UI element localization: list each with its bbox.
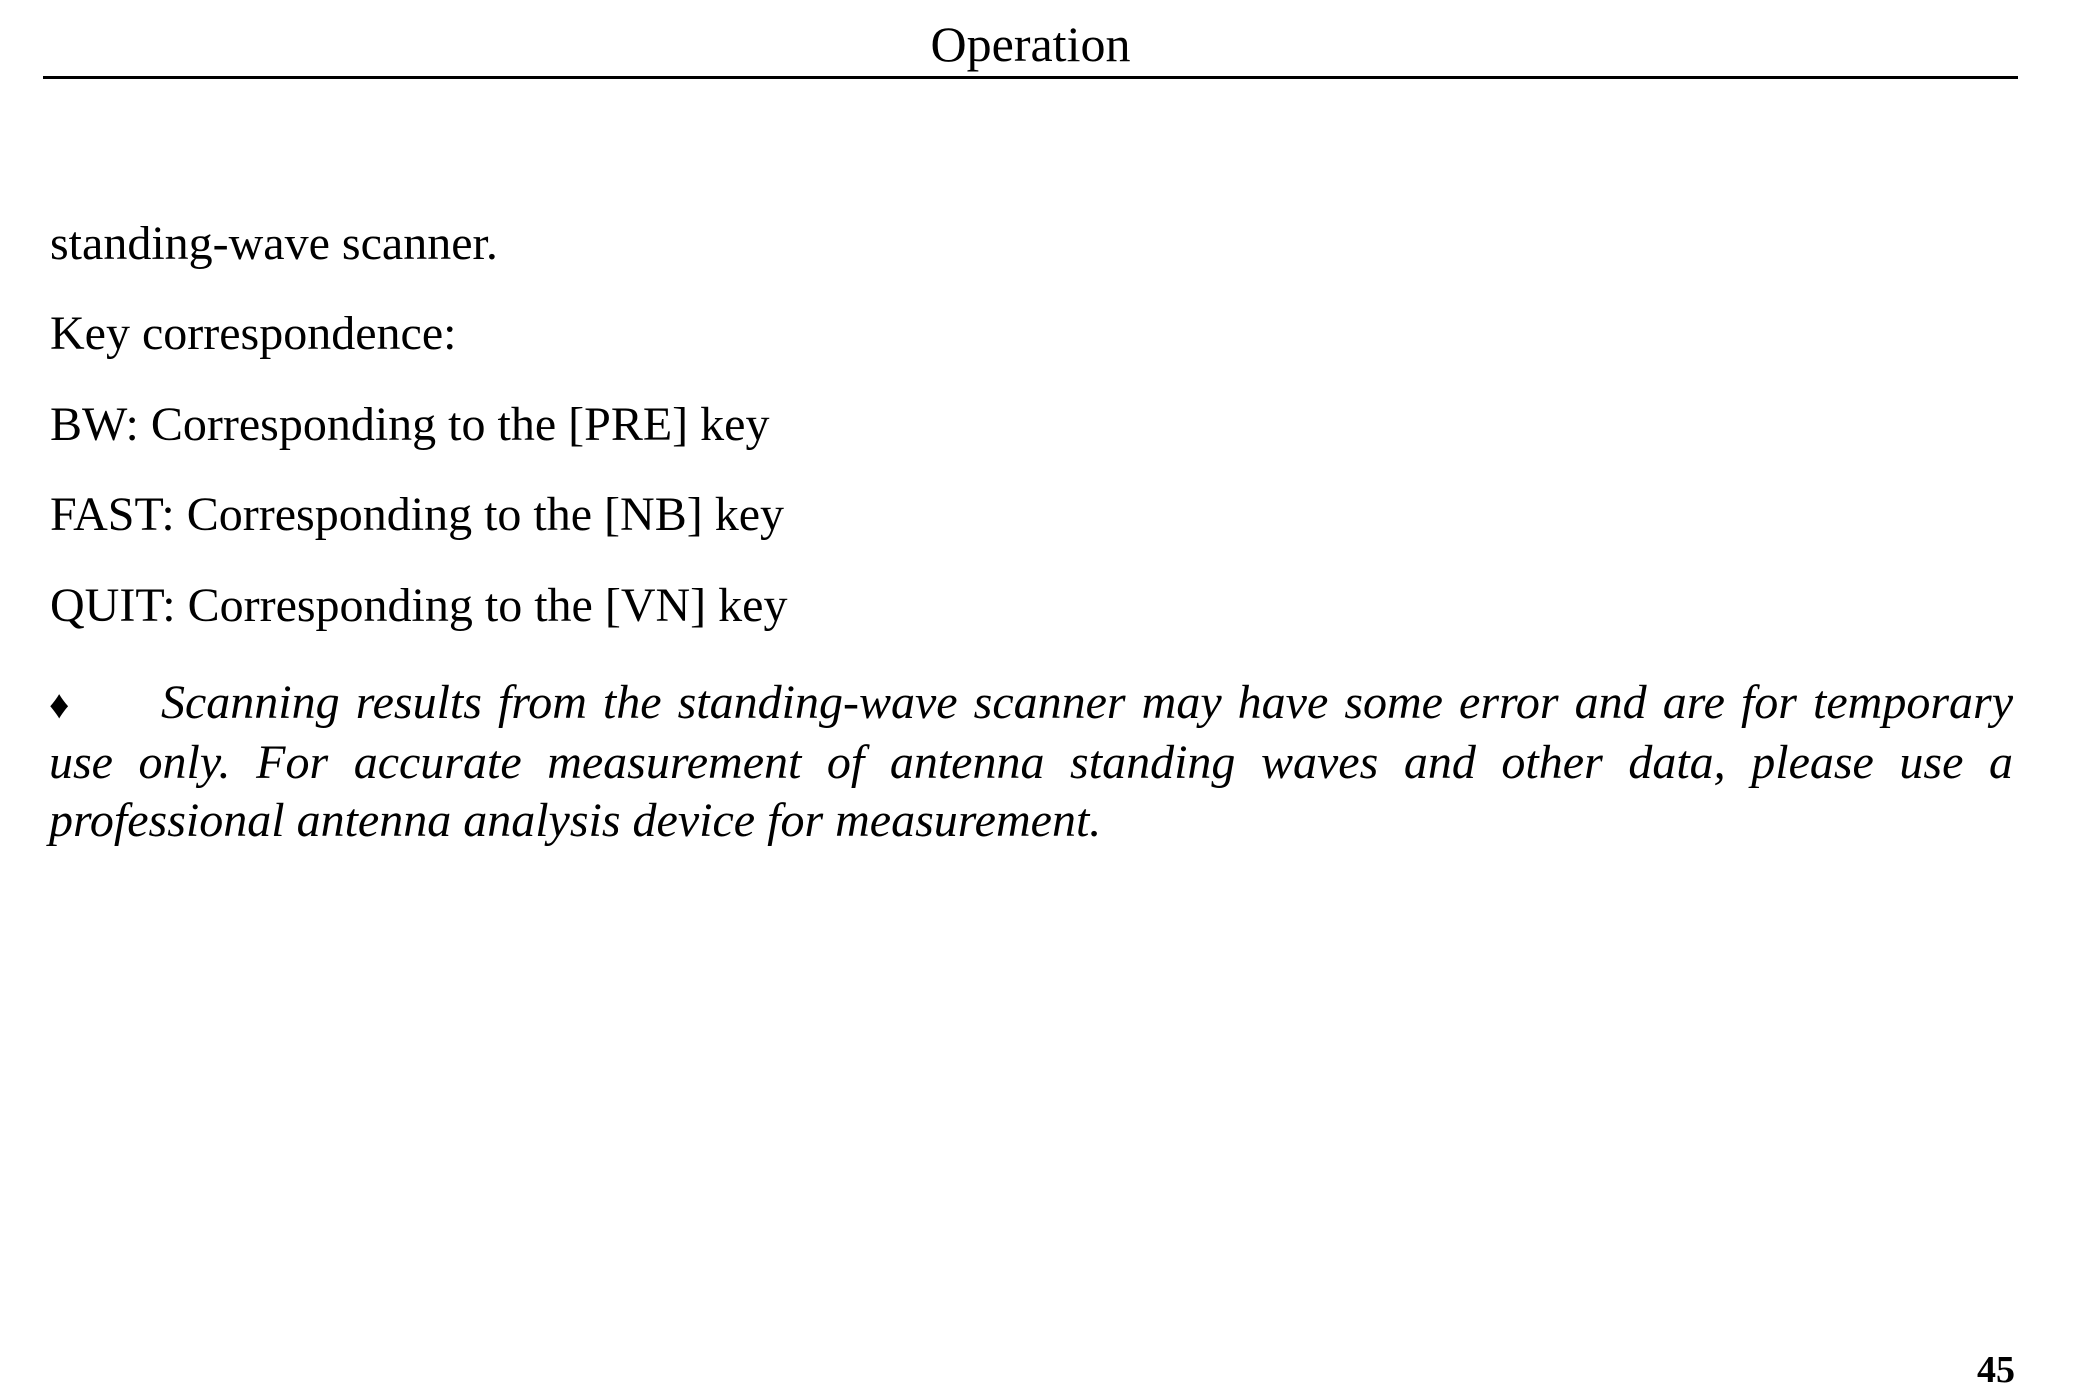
note-text: Scanning results from the standing-wave scanner may have some error and are for temporary use only. For accurate measurement of antenna standing waves and other data, please use a professional antenna analysis device for measurement.: [49, 676, 2013, 847]
diamond-bullet-icon: ♦: [49, 682, 70, 727]
note-paragraph: [49, 674, 2013, 850]
key-correspondence-heading: Key correspondence:: [50, 307, 457, 360]
key-mapping-quit: QUIT: Corresponding to the [VN] key: [50, 579, 788, 632]
page-header: [43, 12, 2018, 79]
paragraph-line: standing-wave scanner.: [50, 217, 498, 270]
key-mapping-fast: FAST: Corresponding to the [NB] key: [50, 488, 784, 541]
page-number: 45: [1977, 1349, 2015, 1391]
key-mapping-bw: BW: Corresponding to the [PRE] key: [50, 398, 770, 451]
page-title: Operation: [930, 16, 1131, 72]
